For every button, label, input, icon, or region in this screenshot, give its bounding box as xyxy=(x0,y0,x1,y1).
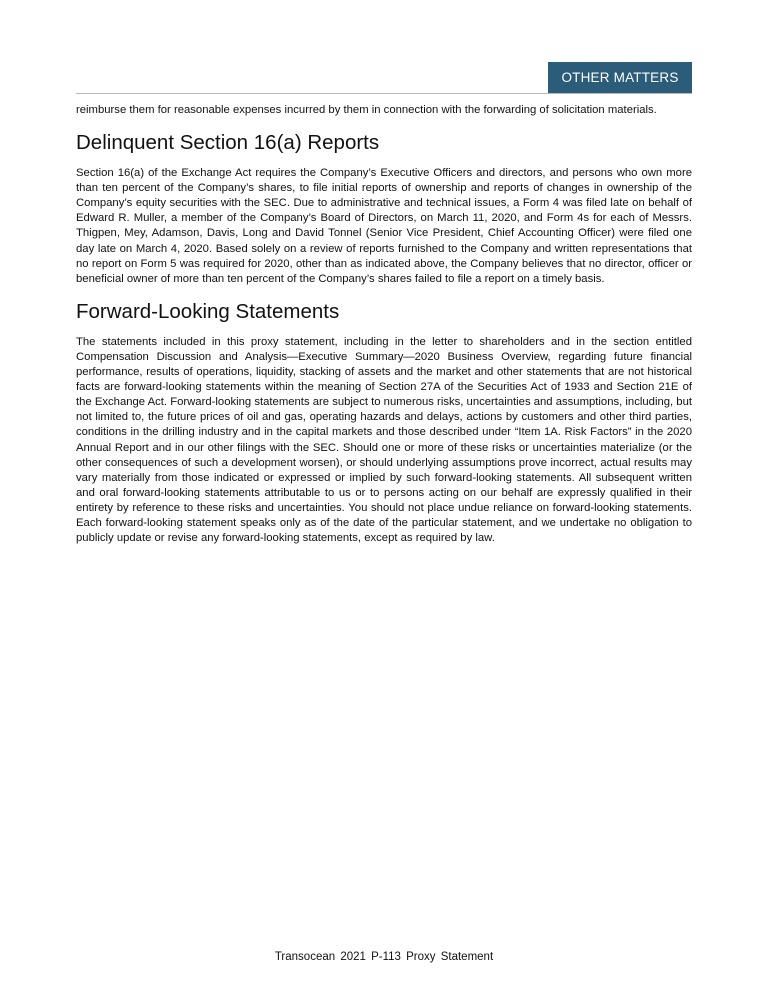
forward-looking-paragraph: The statements included in this proxy statement, including in the letter to shareholders and in the section entitled Compensation Discussion and Analysis—Executive Summary—2020 Business Overview, regarding future financial performance, results of operations, liquidity, stacking of assets and the market and other statements that are not historical facts are forward-looking statements within the meaning of Section 27A of the Securities Act of 1933 and Section 21E of the Exchange Act. Forward-looking statements are subject to numerous risks, uncertainties and assumptions, including, but not limited to, the future prices of oil and gas, operating hazards and delays, actions by customers and other third parties, conditions in the drilling industry and in the capital markets and those described under “Item 1A. Risk Factors” in the 2020 Annual Report and in our other filings with the SEC. Should one or more of these risks or uncertainties materialize (or the other consequences of such a development worsen), or should underlying assumptions prove incorrect, actual results may vary materially from those indicated or expressed or implied by such forward-looking statements. All subsequent written and oral forward-looking statements attributable to us or to persons acting on our behalf are expressly qualified in their entirety by reference to these risks and uncertainties. You should not place undue reliance on forward-looking statements. Each forward-looking statement speaks only as of the date of the particular statement, and we undertake no obligation to publicly update or revise any forward-looking statements, except as required by law. xyxy=(76,335,693,545)
forward-looking-heading: Forward-Looking Statements xyxy=(76,299,340,323)
page-footer: Transocean 2021 P-113 Proxy Statement xyxy=(274,951,494,963)
delinquent-section-paragraph: Section 16(a) of the Exchange Act requires the Company’s Executive Officers and directors, and persons who own more than ten percent of the Company’s shares, to file initial reports of ownership and reports of changes in ownership of the Company’s equity securities with the SEC. Due to administrative and technical issues, a Form 4 was filed late on behalf of Edward R. Muller, a member of the Company’s Board of Directors, on March 11, 2020, and Form 4s for each of Messrs. Thigpen, Mey, Adamson, Davis, Long and David Tonnel (Senior Vice President, Chief Accounting Officer) were filed one day late on March 4, 2020. Based solely on a review of reports furnished to the Company and written representations that no report on Form 5 was required for 2020, other than as indicated above, the Company believes that no director, officer or beneficial owner of more than ten percent of the Company’s shares failed to file a report on a timely basis. xyxy=(76,167,692,285)
intro-paragraph: reimburse them for reasonable expenses incurred by them in connection with the forwarding of solicitation materials. xyxy=(76,104,657,116)
header-rule xyxy=(76,93,692,94)
page-content xyxy=(76,103,692,546)
section-tab-other-matters: OTHER MATTERS xyxy=(548,62,692,93)
delinquent-section-heading: Delinquent Section 16(a) Reports xyxy=(76,131,380,155)
